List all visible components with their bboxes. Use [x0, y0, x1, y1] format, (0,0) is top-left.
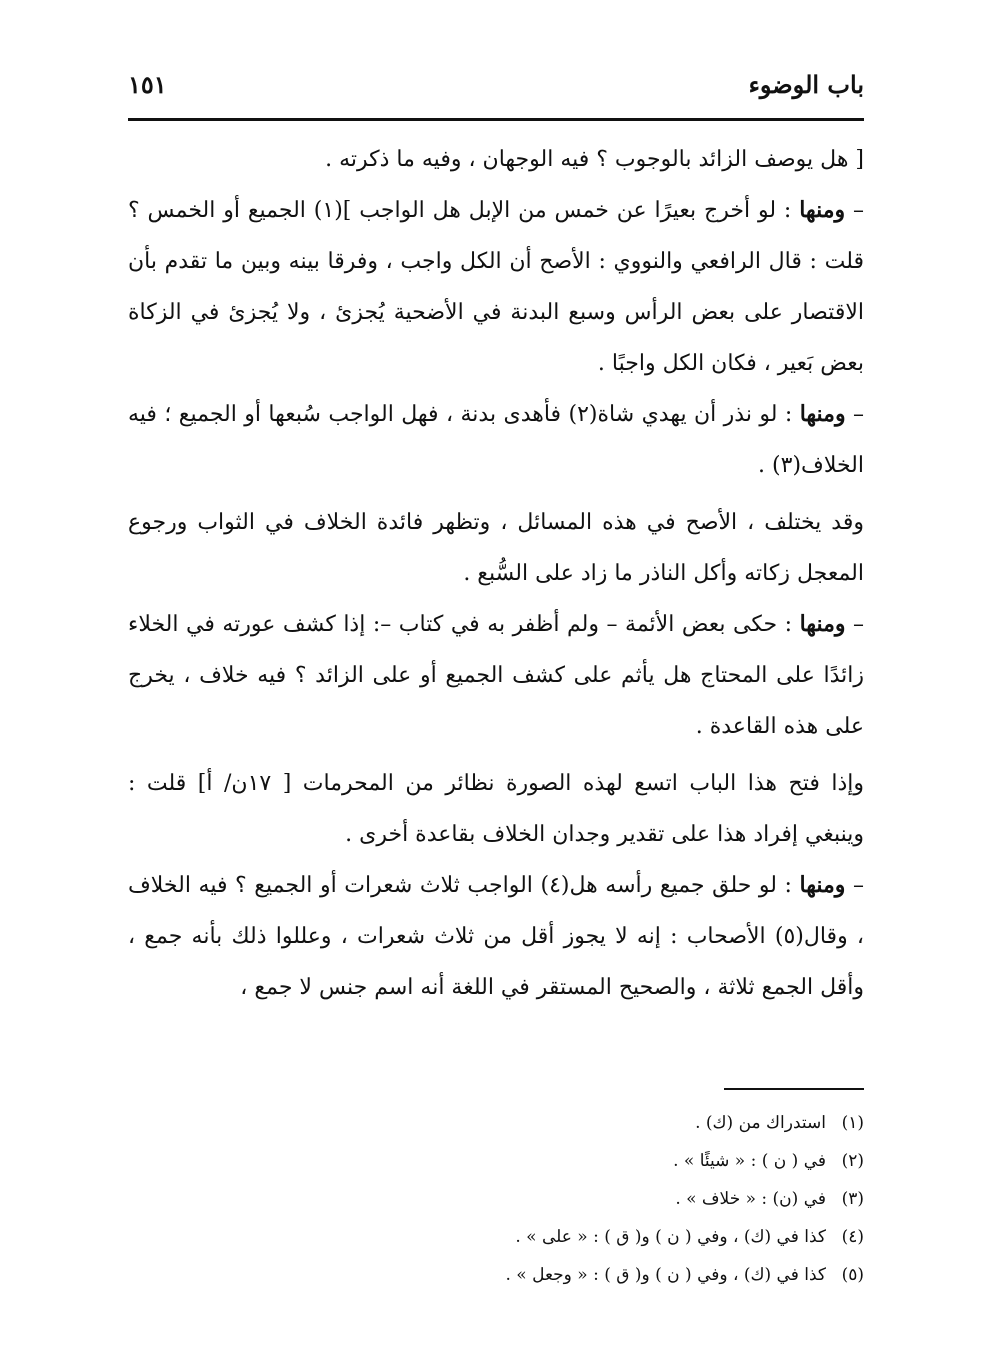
paragraph-2-text: : لو أخرج بعيرًا عن خمس من الإبل هل الواجب ](١) الجميع أو الخمس ؟ قلت : قال الرافعي والنووي : الأصح أن الكل واجب ، وفرقا بينه وبين ما تقدم بأن الاقتصار على بعض الرأس وسبع البدنة في الأضحية يُجزئ ، ولا يُجزئ في الزكاة بعض بَعير ، فكان الكل واجبًا .	[128, 198, 864, 376]
footnote-3-number: (٣)	[841, 1189, 864, 1209]
footnote-rule	[724, 1088, 864, 1090]
footnote-5-number: (٥)	[841, 1265, 864, 1285]
header-rule	[128, 118, 864, 121]
paragraph-3-dash: –	[845, 402, 865, 427]
paragraph-5-lead: ومنها	[799, 611, 846, 637]
paragraph-2-lead: ومنها	[799, 197, 846, 223]
paragraph-7-dash: –	[845, 873, 864, 898]
paragraph-6: وإذا فتح هذا الباب اتسع لهذه الصورة نظائر من المحرمات [ ١٧ن/ أ] قلت : وينبغي إفراد هذا على تقدير وجدان الخلاف بقاعدة أخرى .	[128, 771, 864, 847]
main-text	[128, 134, 864, 1013]
paragraph-1: [ هل يوصف الزائد بالوجوب ؟ فيه الوجهان ، وفيه ما ذكرته .	[325, 147, 864, 172]
paragraph-2	[128, 185, 864, 389]
footnote-5-text: كذا في (ك) ، وفي ( ن ) و( ق ) : « وجعل » .	[505, 1265, 826, 1285]
paragraph-5-text: : حكى بعض الأئمة – ولم أظفر به في كتاب –: إذا كشف عورته في الخلاء زائدًا على المحتاج هل يأثم على كشف الجميع أو على الزائد ؟ فيه خلاف ، يخرج على هذه القاعدة .	[128, 612, 864, 739]
paragraph-4: وقد يختلف ، الأصح في هذه المسائل ، وتظهر فائدة الخلاف في الثواب ورجوع المعجل زكاته وأكل الناذر ما زاد على السُّبع .	[128, 510, 864, 586]
page-header	[128, 60, 864, 110]
footnote-4	[128, 1218, 864, 1256]
paragraph-7-text: : لو حلق جميع رأسه هل(٤) الواجب ثلاث شعرات أو الجميع ؟ فيه الخلاف ، وقال(٥) الأصحاب : إنه لا يجوز أقل من ثلاث شعرات ، وعللوا ذلك بأنه جمع ، وأقل الجمع ثلاثة ، والصحيح المستقر في اللغة أنه اسم جنس لا جمع ،	[128, 873, 864, 1000]
footnote-1	[128, 1104, 864, 1142]
paragraph-2-dash: –	[845, 198, 864, 223]
footnote-2	[128, 1142, 864, 1180]
footnote-3-text: في (ن) : « خلاف » .	[675, 1189, 826, 1209]
footnote-3	[128, 1180, 864, 1218]
footnote-5	[128, 1256, 864, 1294]
book-page	[128, 60, 864, 1310]
footnotes	[128, 1104, 864, 1294]
paragraph-7	[128, 860, 864, 1013]
paragraph-3	[128, 389, 864, 491]
footnote-4-number: (٤)	[841, 1227, 864, 1247]
chapter-title: باب الوضوء	[748, 70, 864, 99]
footnote-4-text: كذا في (ك) ، وفي ( ن ) و( ق ) : « على » .	[515, 1227, 826, 1247]
paragraph-5-dash: –	[845, 612, 865, 637]
paragraph-3-lead: ومنها	[799, 401, 846, 427]
paragraph-3-text: : لو نذر أن يهدي شاة(٢) فأهدى بدنة ، فهل الواجب سُبعها أو الجميع ؛ فيه الخلاف(٣) .	[128, 402, 864, 478]
footnote-2-text: في ( ن ) : « شيئًا » .	[673, 1151, 826, 1171]
paragraph-7-lead: ومنها	[799, 872, 846, 898]
footnote-2-number: (٢)	[841, 1151, 864, 1171]
footnote-1-text: استدراك من (ك) .	[695, 1113, 826, 1133]
page-number: ١٥١	[128, 70, 167, 99]
footnote-1-number: (١)	[841, 1113, 864, 1133]
paragraph-5	[128, 599, 864, 752]
